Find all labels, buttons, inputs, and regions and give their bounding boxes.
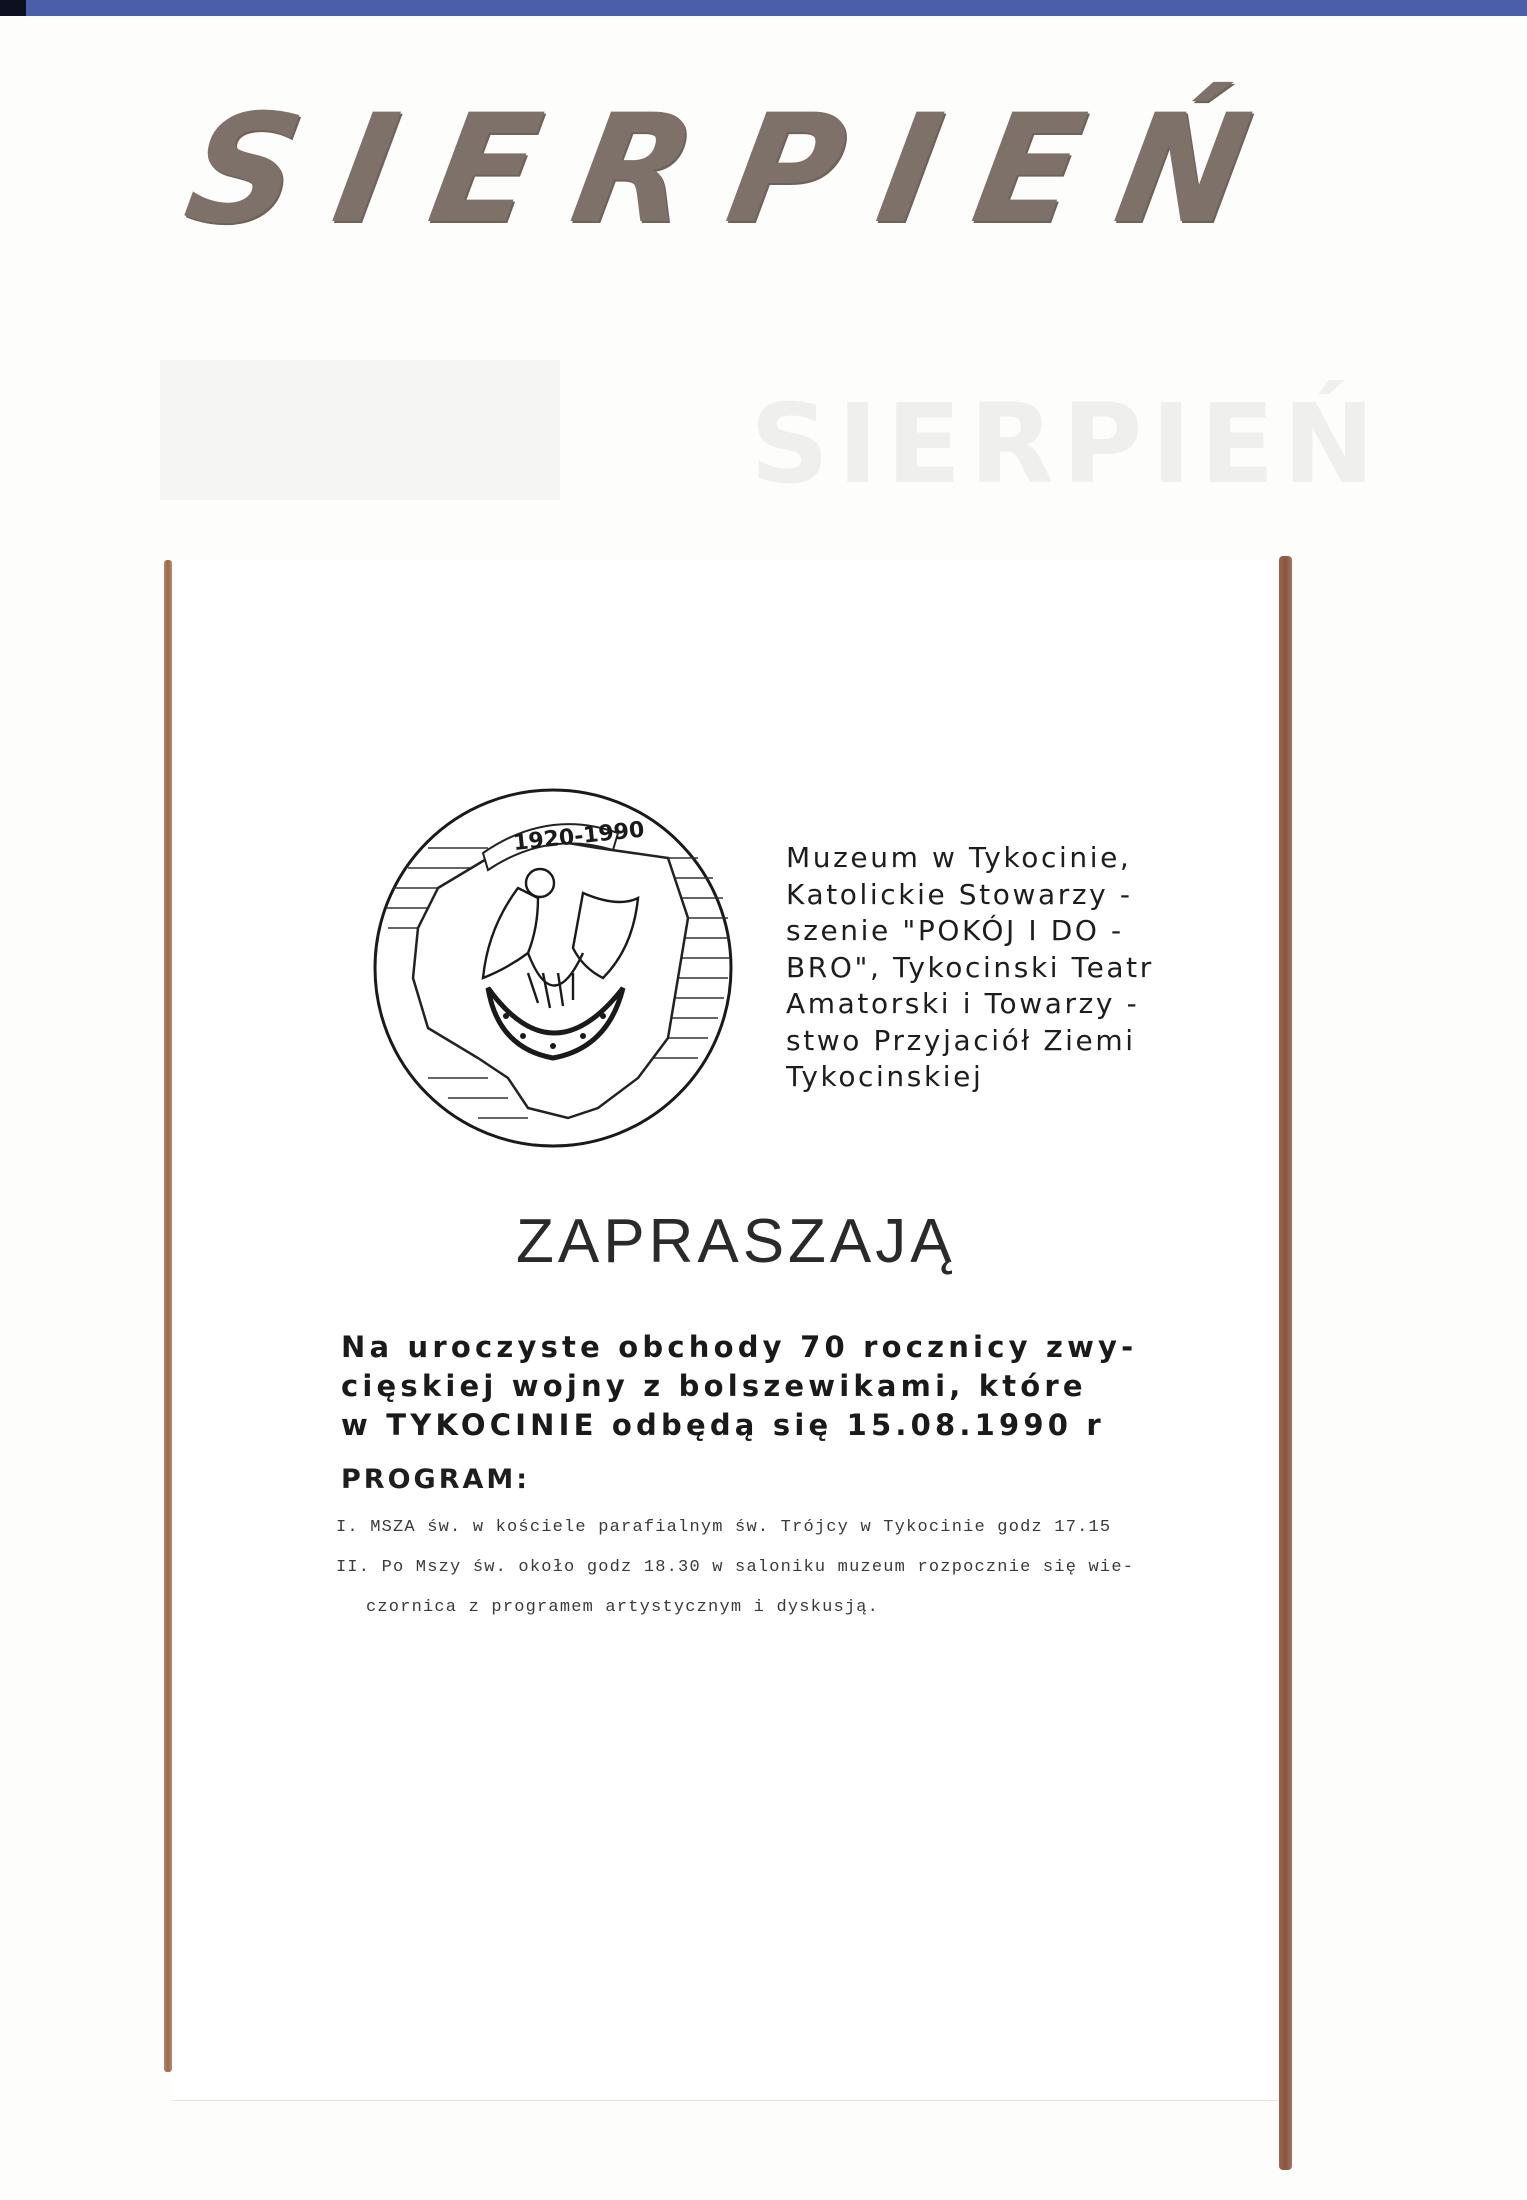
right-brown-rule	[1279, 556, 1292, 2170]
organizers-line: Katolickie Stowarzy -	[786, 877, 1133, 911]
invitation-text	[341, 1328, 1241, 1445]
invitation-line: Na uroczyste obchody 70 rocznicy zwy-	[341, 1330, 1138, 1364]
organizers-line: szenie "POKÓJ I DO -	[786, 914, 1124, 947]
eagle-emblem-icon	[368, 778, 738, 1148]
ghost-text: SIERPIEŃ	[750, 380, 1383, 508]
invitation-line: w TYKOCINIE odbędą się 15.08.1990 r	[341, 1408, 1105, 1442]
organizers-text	[786, 840, 1246, 1096]
organizers-line: Tykocinskiej	[786, 1060, 984, 1093]
program-item-2-continued: czornica z programem artystycznym i dyskusją.	[366, 1598, 880, 1617]
show-through-ghost	[160, 360, 1383, 530]
organizers-line: stwo Przyjaciół Ziemi	[786, 1023, 1136, 1057]
organizers-line: Muzeum w Tykocinie,	[786, 841, 1132, 874]
emblem-years: 1920-1990	[512, 817, 646, 857]
program-item-1: I. MSZA św. w kościele parafialnym św. Trójcy w Tykocinie godz 17.15	[336, 1518, 1112, 1537]
left-brown-rule	[164, 560, 172, 2072]
organizers-line: Amatorski i Towarzy -	[786, 987, 1140, 1020]
headline-zapraszaja: ZAPRASZAJĄ	[516, 1207, 956, 1276]
month-title: SIERPIEŃ	[174, 83, 1301, 257]
scan-edge-strip	[0, 0, 1527, 16]
program-heading: PROGRAM:	[341, 1464, 531, 1495]
invitation-line: cięskiej wojny z bolszewikami, które	[341, 1369, 1087, 1403]
program-item-2: II. Po Mszy św. około godz 18.30 w saloniku muzeum rozpocznie się wie-	[336, 1558, 1135, 1577]
ghost-block	[160, 360, 560, 500]
organizers-line: BRO", Tykocinski Teatr	[786, 950, 1154, 984]
